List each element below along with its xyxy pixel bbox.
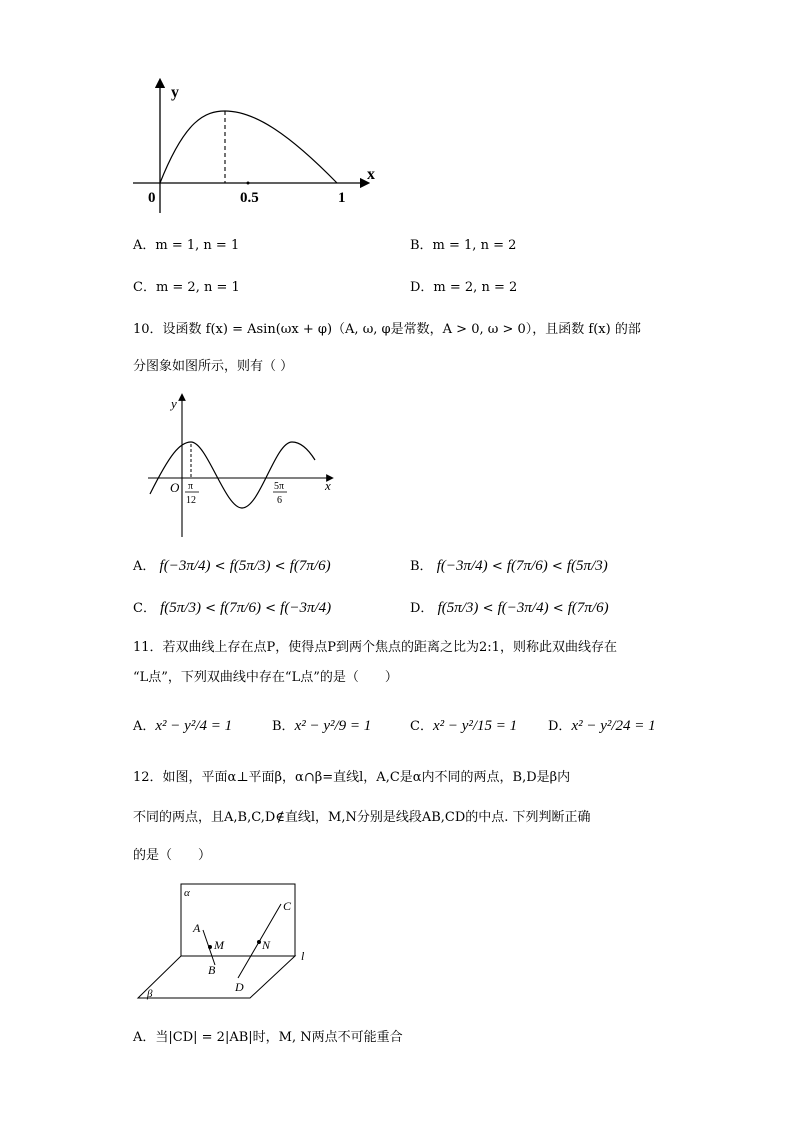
q12-stem-line3: 的是（ ） bbox=[133, 848, 212, 863]
q11-option-c: C．x² − y²/15 = 1 bbox=[410, 718, 518, 734]
q11-option-a: A．x² − y²/4 = 1 bbox=[133, 718, 233, 734]
tick-point bbox=[247, 182, 250, 185]
tick2-denominator: 6 bbox=[277, 495, 282, 506]
label-alpha: α bbox=[184, 887, 190, 899]
q9-option-d: D．m = 2, n = 2 bbox=[410, 280, 518, 295]
q11-stem-line1: 11．若双曲线上存在点P，使得点P到两个焦点的距离之比为2:1，则称此双曲线存在 bbox=[133, 640, 617, 655]
x-label: x bbox=[367, 166, 375, 183]
label-l: l bbox=[301, 949, 305, 963]
y-label: y bbox=[171, 396, 177, 411]
tick-label-0: 0 bbox=[148, 190, 156, 206]
q9-option-a: A．m = 1, n = 1 bbox=[133, 238, 240, 253]
label-d: D bbox=[235, 980, 244, 994]
label-beta: β bbox=[147, 988, 153, 1000]
q12-stem-line2: 不同的两点，且A,B,C,D∉直线l，M,N分别是线段AB,CD的中点. 下列判断正确 bbox=[133, 810, 591, 825]
q10-stem-line2: 分图象如图所示，则有（ ） bbox=[133, 359, 294, 374]
tick2-numerator: 5π bbox=[274, 481, 285, 492]
tick1-numerator: π bbox=[188, 481, 194, 492]
q11-option-b: B．x² − y²/9 = 1 bbox=[272, 718, 372, 734]
q9-option-c: C．m = 2, n = 1 bbox=[133, 280, 240, 295]
sine-curve bbox=[150, 442, 315, 508]
q9-option-b: B．m = 1, n = 2 bbox=[410, 238, 517, 253]
point-m bbox=[208, 945, 212, 949]
graph-2 bbox=[145, 392, 345, 538]
plane-alpha bbox=[181, 884, 295, 956]
q10-option-d: D． f(5π/3) < f(−3π/4) < f(7π/6) bbox=[410, 600, 609, 616]
q10-stem-line1: 10．设函数 f(x) = Asin(ωx + φ)（A, ω, φ是常数，A > 0, ω > 0），且函数 f(x) 的部 bbox=[133, 322, 641, 337]
q12-stem-line1: 12．如图，平面α⊥平面β，α∩β=直线l，A,C是α内不同的两点，B,D是β内 bbox=[133, 770, 571, 785]
point-n bbox=[257, 940, 261, 944]
label-b: B bbox=[208, 963, 216, 977]
origin-label: O bbox=[170, 480, 180, 495]
tick1-denominator: 12 bbox=[186, 495, 196, 506]
q11-stem-line2: “L点”，下列双曲线中存在“L点”的是（ ） bbox=[133, 670, 398, 685]
label-c: C bbox=[283, 899, 292, 913]
y-label: y bbox=[171, 84, 179, 101]
curve bbox=[160, 111, 337, 183]
label-m: M bbox=[214, 938, 224, 952]
x-label: x bbox=[325, 478, 331, 493]
graph-1 bbox=[125, 75, 390, 215]
q10-option-c: C． f(5π/3) < f(7π/6) < f(−3π/4) bbox=[133, 600, 332, 616]
q10-option-b: B． f(−3π/4) < f(7π/6) < f(5π/3) bbox=[410, 558, 608, 574]
q11-option-d: D．x² − y²/24 = 1 bbox=[548, 718, 656, 734]
label-n: N bbox=[262, 938, 271, 952]
tick-label-1: 1 bbox=[338, 190, 346, 206]
q10-option-a: A． f(−3π/4) < f(5π/3) < f(7π/6) bbox=[133, 558, 331, 574]
tick-label-0.5: 0.5 bbox=[240, 190, 259, 206]
q12-option-a: A．当|CD| = 2|AB|时，M, N两点不可能重合 bbox=[133, 1030, 403, 1045]
label-a: A bbox=[193, 921, 201, 935]
plane-beta bbox=[138, 956, 295, 998]
planes-figure bbox=[135, 880, 320, 1005]
